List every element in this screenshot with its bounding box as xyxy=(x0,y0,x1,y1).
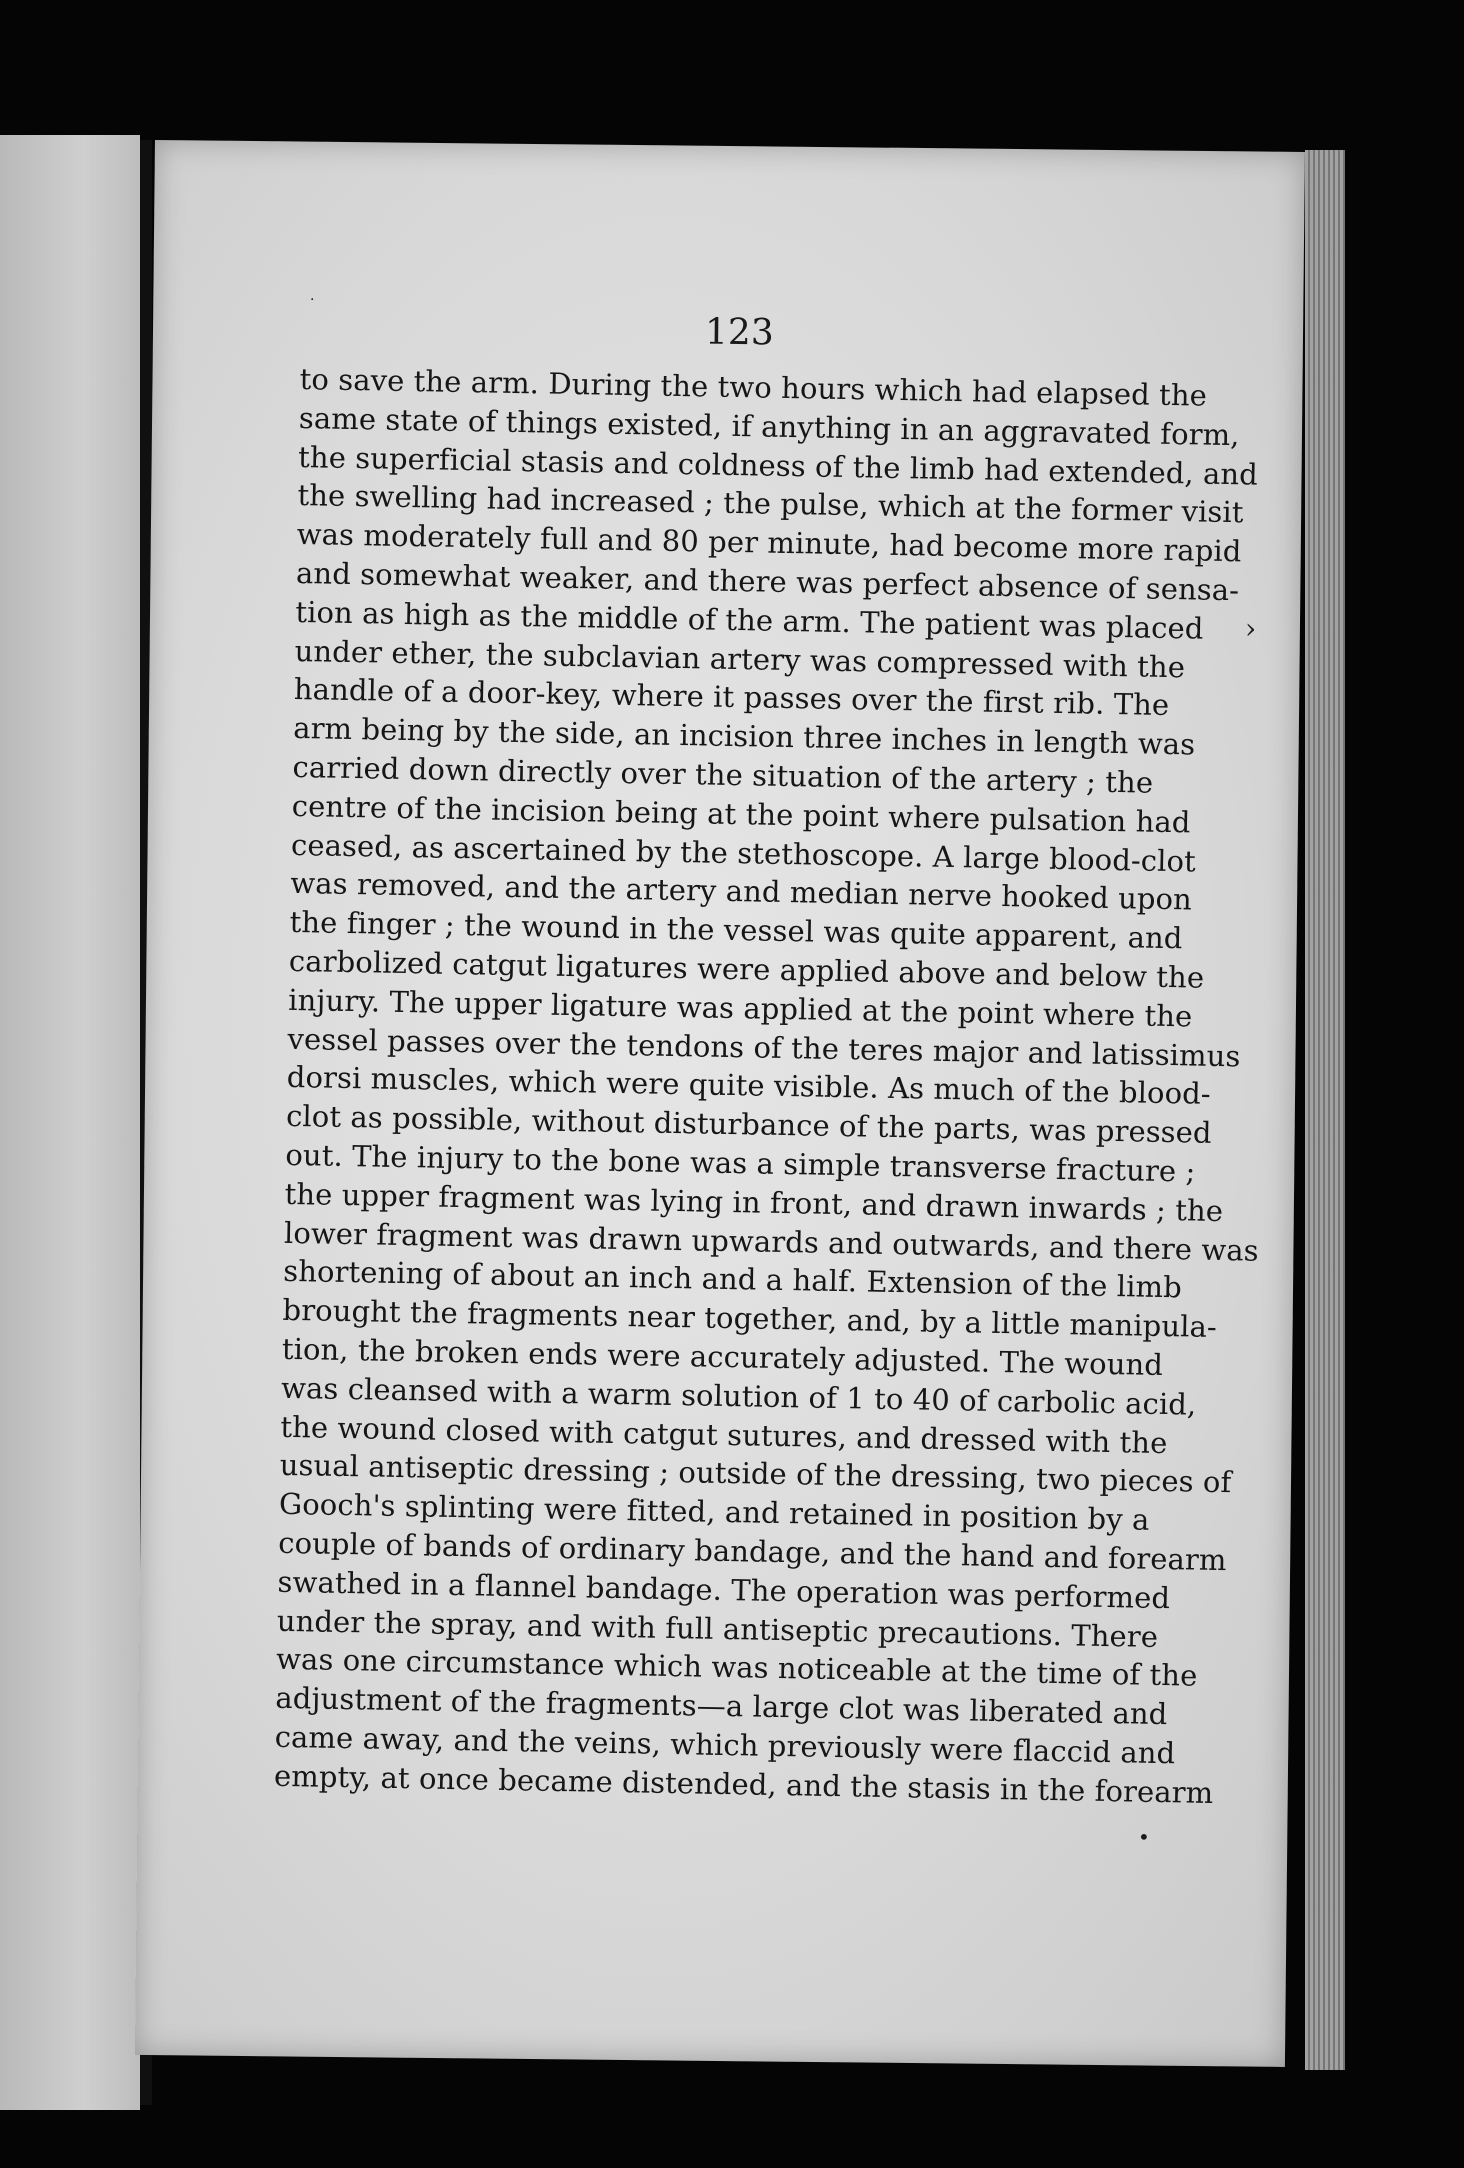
text-line: swathed in a flannel bandage. The operation was performed xyxy=(277,1564,1171,1615)
page-body-text xyxy=(273,360,1260,1811)
text-line: tion, the broken ends were accurately adjusted. The wound xyxy=(281,1331,1164,1382)
text-line: handle of a door-key, where it passes over the first rib. The xyxy=(293,672,1170,723)
text-line: ceased, as ascertained by the stethoscope. A large blood-clot xyxy=(290,827,1197,879)
text-line: adjustment of the fragments—a large clot was liberated and xyxy=(275,1680,1168,1732)
text-line: couple of bands of ordinary bandage, and the hand and forearm xyxy=(278,1525,1227,1578)
text-line: usual antiseptic dressing ; outside of the dressing, two pieces of xyxy=(279,1448,1232,1500)
text-line: to save the arm. During the two hours which had elapsed the xyxy=(299,361,1208,413)
text-line: was one circumstance which was noticeable at the time of the xyxy=(275,1642,1198,1693)
text-line: centre of the incision being at the point where pulsation had xyxy=(291,788,1191,840)
text-line: clot as possible, without disturbance of the parts, was pressed xyxy=(285,1099,1212,1150)
text-line: injury. The upper ligature was applied at the point where the xyxy=(287,982,1193,1034)
text-line: vessel passes over the tendons of the teres major and latissimus xyxy=(287,1021,1241,1073)
text-line: empty, at once became distended, and the stasis in the forearm xyxy=(273,1758,1214,1810)
text-line: the upper fragment was lying in front, and drawn inwards ; the xyxy=(284,1176,1224,1228)
page-number: 123 xyxy=(704,311,774,354)
text-line: carbolized catgut ligatures were applied above and below the xyxy=(288,943,1205,995)
margin-speck: › xyxy=(1245,612,1257,645)
text-line: brought the fragments near together, and, by a little manipula- xyxy=(282,1292,1218,1345)
facing-page-fragment xyxy=(0,135,140,2110)
margin-speck: · xyxy=(310,292,315,308)
text-line: and somewhat weaker, and there was perfect absence of sensa- xyxy=(295,555,1240,608)
text-line: arm being by the side, an incision three inches in length was xyxy=(292,711,1196,762)
text-line: under the spray, and with full antiseptic precautions. There xyxy=(276,1603,1159,1654)
text-line: lower fragment was drawn upwards and outwards, and there was xyxy=(283,1215,1260,1268)
text-line: dorsi muscles, which were quite visible. As much of the blood- xyxy=(286,1060,1212,1112)
text-line: came away, and the veins, which previously were flaccid and xyxy=(274,1719,1176,1771)
text-line: carried down directly over the situation of the artery ; the xyxy=(292,749,1154,800)
text-line: shortening of about an inch and a half. Extension of the limb xyxy=(282,1254,1183,1305)
text-line: under ether, the subclavian artery was compressed with the xyxy=(294,633,1186,684)
text-line: the superficial stasis and coldness of the limb had extended, and xyxy=(297,439,1259,492)
text-line: tion as high as the middle of the arm. The patient was placed xyxy=(295,594,1204,646)
margin-speck: • xyxy=(1138,1825,1150,1849)
text-line: the finger ; the wound in the vessel was quite apparent, and xyxy=(289,905,1183,956)
page-stack-edge xyxy=(1305,150,1345,2070)
text-line: same state of things existed, if anything in an aggravated form, xyxy=(298,400,1240,453)
text-line: the wound closed with catgut sutures, and dressed with the xyxy=(280,1409,1168,1460)
text-line: out. The injury to the bone was a simple transverse fracture ; xyxy=(285,1137,1196,1189)
text-line: was moderately full and 80 per minute, had become more rapid xyxy=(296,517,1242,569)
text-line: was removed, and the artery and median nerve hooked upon xyxy=(290,866,1193,917)
text-line: the swelling had increased ; the pulse, which at the former visit xyxy=(297,478,1244,530)
text-line: Gooch's splinting were fitted, and retained in position by a xyxy=(278,1486,1150,1537)
text-line: was cleansed with a warm solution of 1 to 40 of carbolic acid, xyxy=(280,1370,1197,1422)
